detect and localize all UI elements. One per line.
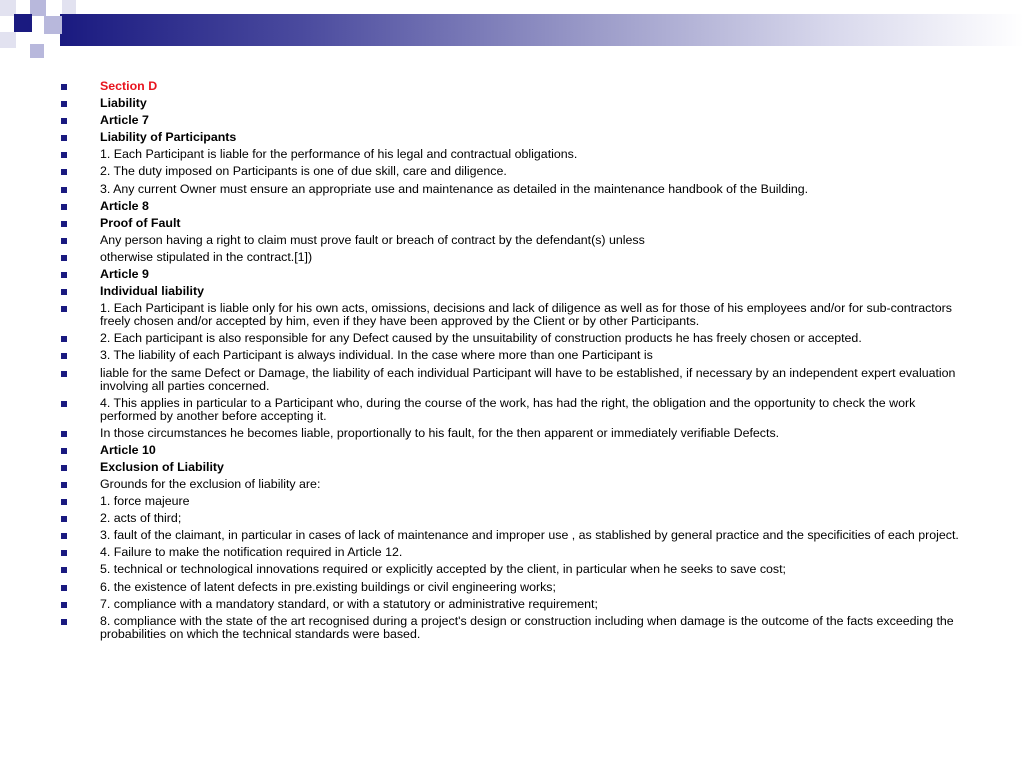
list-item-text: Article 9	[100, 267, 149, 282]
deco-square	[0, 32, 16, 48]
list-item-text: 5. technical or technological innovations required or explicitly accepted by the client, in particular when he seeks to save cost;	[100, 562, 786, 577]
list-item	[60, 114, 960, 127]
list-item	[60, 131, 960, 144]
list-item	[60, 200, 960, 213]
list-item	[60, 148, 960, 161]
square-bullet-icon	[61, 533, 67, 539]
list-item	[60, 285, 960, 298]
square-bullet-icon	[61, 353, 67, 359]
square-bullet-icon	[61, 118, 67, 124]
square-bullet-icon	[61, 221, 67, 227]
slide-bullet-list	[60, 80, 960, 645]
list-item	[60, 615, 960, 641]
square-bullet-icon	[61, 255, 67, 261]
list-item-text: 1. Each Participant is liable for the performance of his legal and contractual obligations.	[100, 147, 578, 162]
list-item-text: Article 10	[100, 442, 156, 457]
list-item-text: 3. The liability of each Participant is always individual. In the case where more than one Participant is	[100, 348, 653, 363]
list-item-text: 2. The duty imposed on Participants is one of due skill, care and diligence.	[100, 164, 507, 179]
square-bullet-icon	[61, 289, 67, 295]
square-bullet-icon	[61, 238, 67, 244]
square-bullet-icon	[61, 272, 67, 278]
list-item	[60, 268, 960, 281]
list-item-text: liable for the same Defect or Damage, the liability of each individual Participant will have to be established, if necessary by an independent expert evaluation involving all parties concerned.	[100, 365, 956, 393]
list-item-text: 3. fault of the claimant, in particular in cases of lack of maintenance and improper use , as stablished by general practice and the specificities of each project.	[100, 528, 959, 543]
square-bullet-icon	[61, 135, 67, 141]
square-bullet-icon	[61, 482, 67, 488]
list-item-text: 4. This applies in particular to a Participant who, during the course of the work, has had the right, the obligation and the opportunity to check the work performed by another before accepting it.	[100, 395, 916, 423]
list-item	[60, 427, 960, 440]
list-item	[60, 165, 960, 178]
list-item-text: Liability	[100, 96, 147, 111]
square-bullet-icon	[61, 306, 67, 312]
square-bullet-icon	[61, 401, 67, 407]
square-bullet-icon	[61, 169, 67, 175]
list-item-text: Any person having a right to claim must prove fault or breach of contract by the defendant(s) unless	[100, 232, 645, 247]
square-bullet-icon	[61, 550, 67, 556]
square-bullet-icon	[61, 187, 67, 193]
list-item-text: 8. compliance with the state of the art recognised during a project's design or construction including when damage is the outcome of the facts exceeding the probabilities on which the technical standards were based.	[100, 613, 954, 641]
list-item-text: 6. the existence of latent defects in pre.existing buildings or civil engineering works;	[100, 579, 556, 594]
square-bullet-icon	[61, 101, 67, 107]
list-item-text: 4. Failure to make the notification required in Article 12.	[100, 545, 403, 560]
list-item	[60, 478, 960, 491]
list-item-text: 2. acts of third;	[100, 511, 182, 526]
list-item	[60, 251, 960, 264]
square-bullet-icon	[61, 516, 67, 522]
list-item	[60, 397, 960, 423]
square-bullet-icon	[61, 585, 67, 591]
list-item	[60, 97, 960, 110]
deco-square	[62, 0, 76, 14]
list-item-text: Proof of Fault	[100, 215, 181, 230]
list-item	[60, 512, 960, 525]
header-gradient-bar	[60, 14, 1024, 46]
list-item-text: In those circumstances he becomes liable, proportionally to his fault, for the then apparent or immediately verifiable Defects.	[100, 425, 780, 440]
list-item	[60, 367, 960, 393]
list-item	[60, 581, 960, 594]
list-item	[60, 217, 960, 230]
list-item	[60, 495, 960, 508]
list-item	[60, 183, 960, 196]
list-item	[60, 332, 960, 345]
list-item-text: 1. force majeure	[100, 494, 190, 509]
list-item-text: Grounds for the exclusion of liability are:	[100, 476, 321, 491]
list-item	[60, 598, 960, 611]
list-item	[60, 529, 960, 542]
list-item	[60, 234, 960, 247]
square-bullet-icon	[61, 204, 67, 210]
list-item	[60, 302, 960, 328]
list-item-text: 7. compliance with a mandatory standard, or with a statutory or administrative requirement;	[100, 596, 598, 611]
square-bullet-icon	[61, 602, 67, 608]
square-bullet-icon	[61, 431, 67, 437]
square-bullet-icon	[61, 336, 67, 342]
square-bullet-icon	[61, 499, 67, 505]
list-item	[60, 546, 960, 559]
list-item	[60, 349, 960, 362]
list-item-text: otherwise stipulated in the contract.[1])	[100, 249, 313, 264]
square-bullet-icon	[61, 448, 67, 454]
list-item-text: Article 7	[100, 113, 149, 128]
square-bullet-icon	[61, 619, 67, 625]
list-item	[60, 80, 960, 93]
deco-square	[30, 0, 46, 16]
list-item-text: Section D	[100, 79, 158, 93]
deco-square	[30, 44, 44, 58]
list-item-text: Exclusion of Liability	[100, 459, 224, 474]
header-decoration	[0, 0, 1024, 60]
deco-square	[44, 16, 62, 34]
square-bullet-icon	[61, 84, 67, 90]
list-item	[60, 444, 960, 457]
list-item	[60, 563, 960, 576]
list-item	[60, 461, 960, 474]
list-item-text: 1. Each Participant is liable only for his own acts, omissions, decisions and lack of diligence as well as for those of his employees and/or for sub-contractors freely chosen and/or accepted by him, even if they have been approved by the Client or by other Participants.	[100, 301, 952, 329]
square-bullet-icon	[61, 152, 67, 158]
square-bullet-icon	[61, 371, 67, 377]
list-item-text: Liability of Participants	[100, 130, 237, 145]
square-bullet-icon	[61, 567, 67, 573]
list-item-text: Individual liability	[100, 284, 204, 299]
square-bullet-icon	[61, 465, 67, 471]
list-item-text: 2. Each participant is also responsible for any Defect caused by the unsuitability of construction products he has freely chosen or accepted.	[100, 331, 862, 346]
list-item-text: Article 8	[100, 198, 149, 213]
list-item-text: 3. Any current Owner must ensure an appropriate use and maintenance as detailed in the maintenance handbook of the Building.	[100, 181, 809, 196]
deco-square	[14, 14, 32, 32]
